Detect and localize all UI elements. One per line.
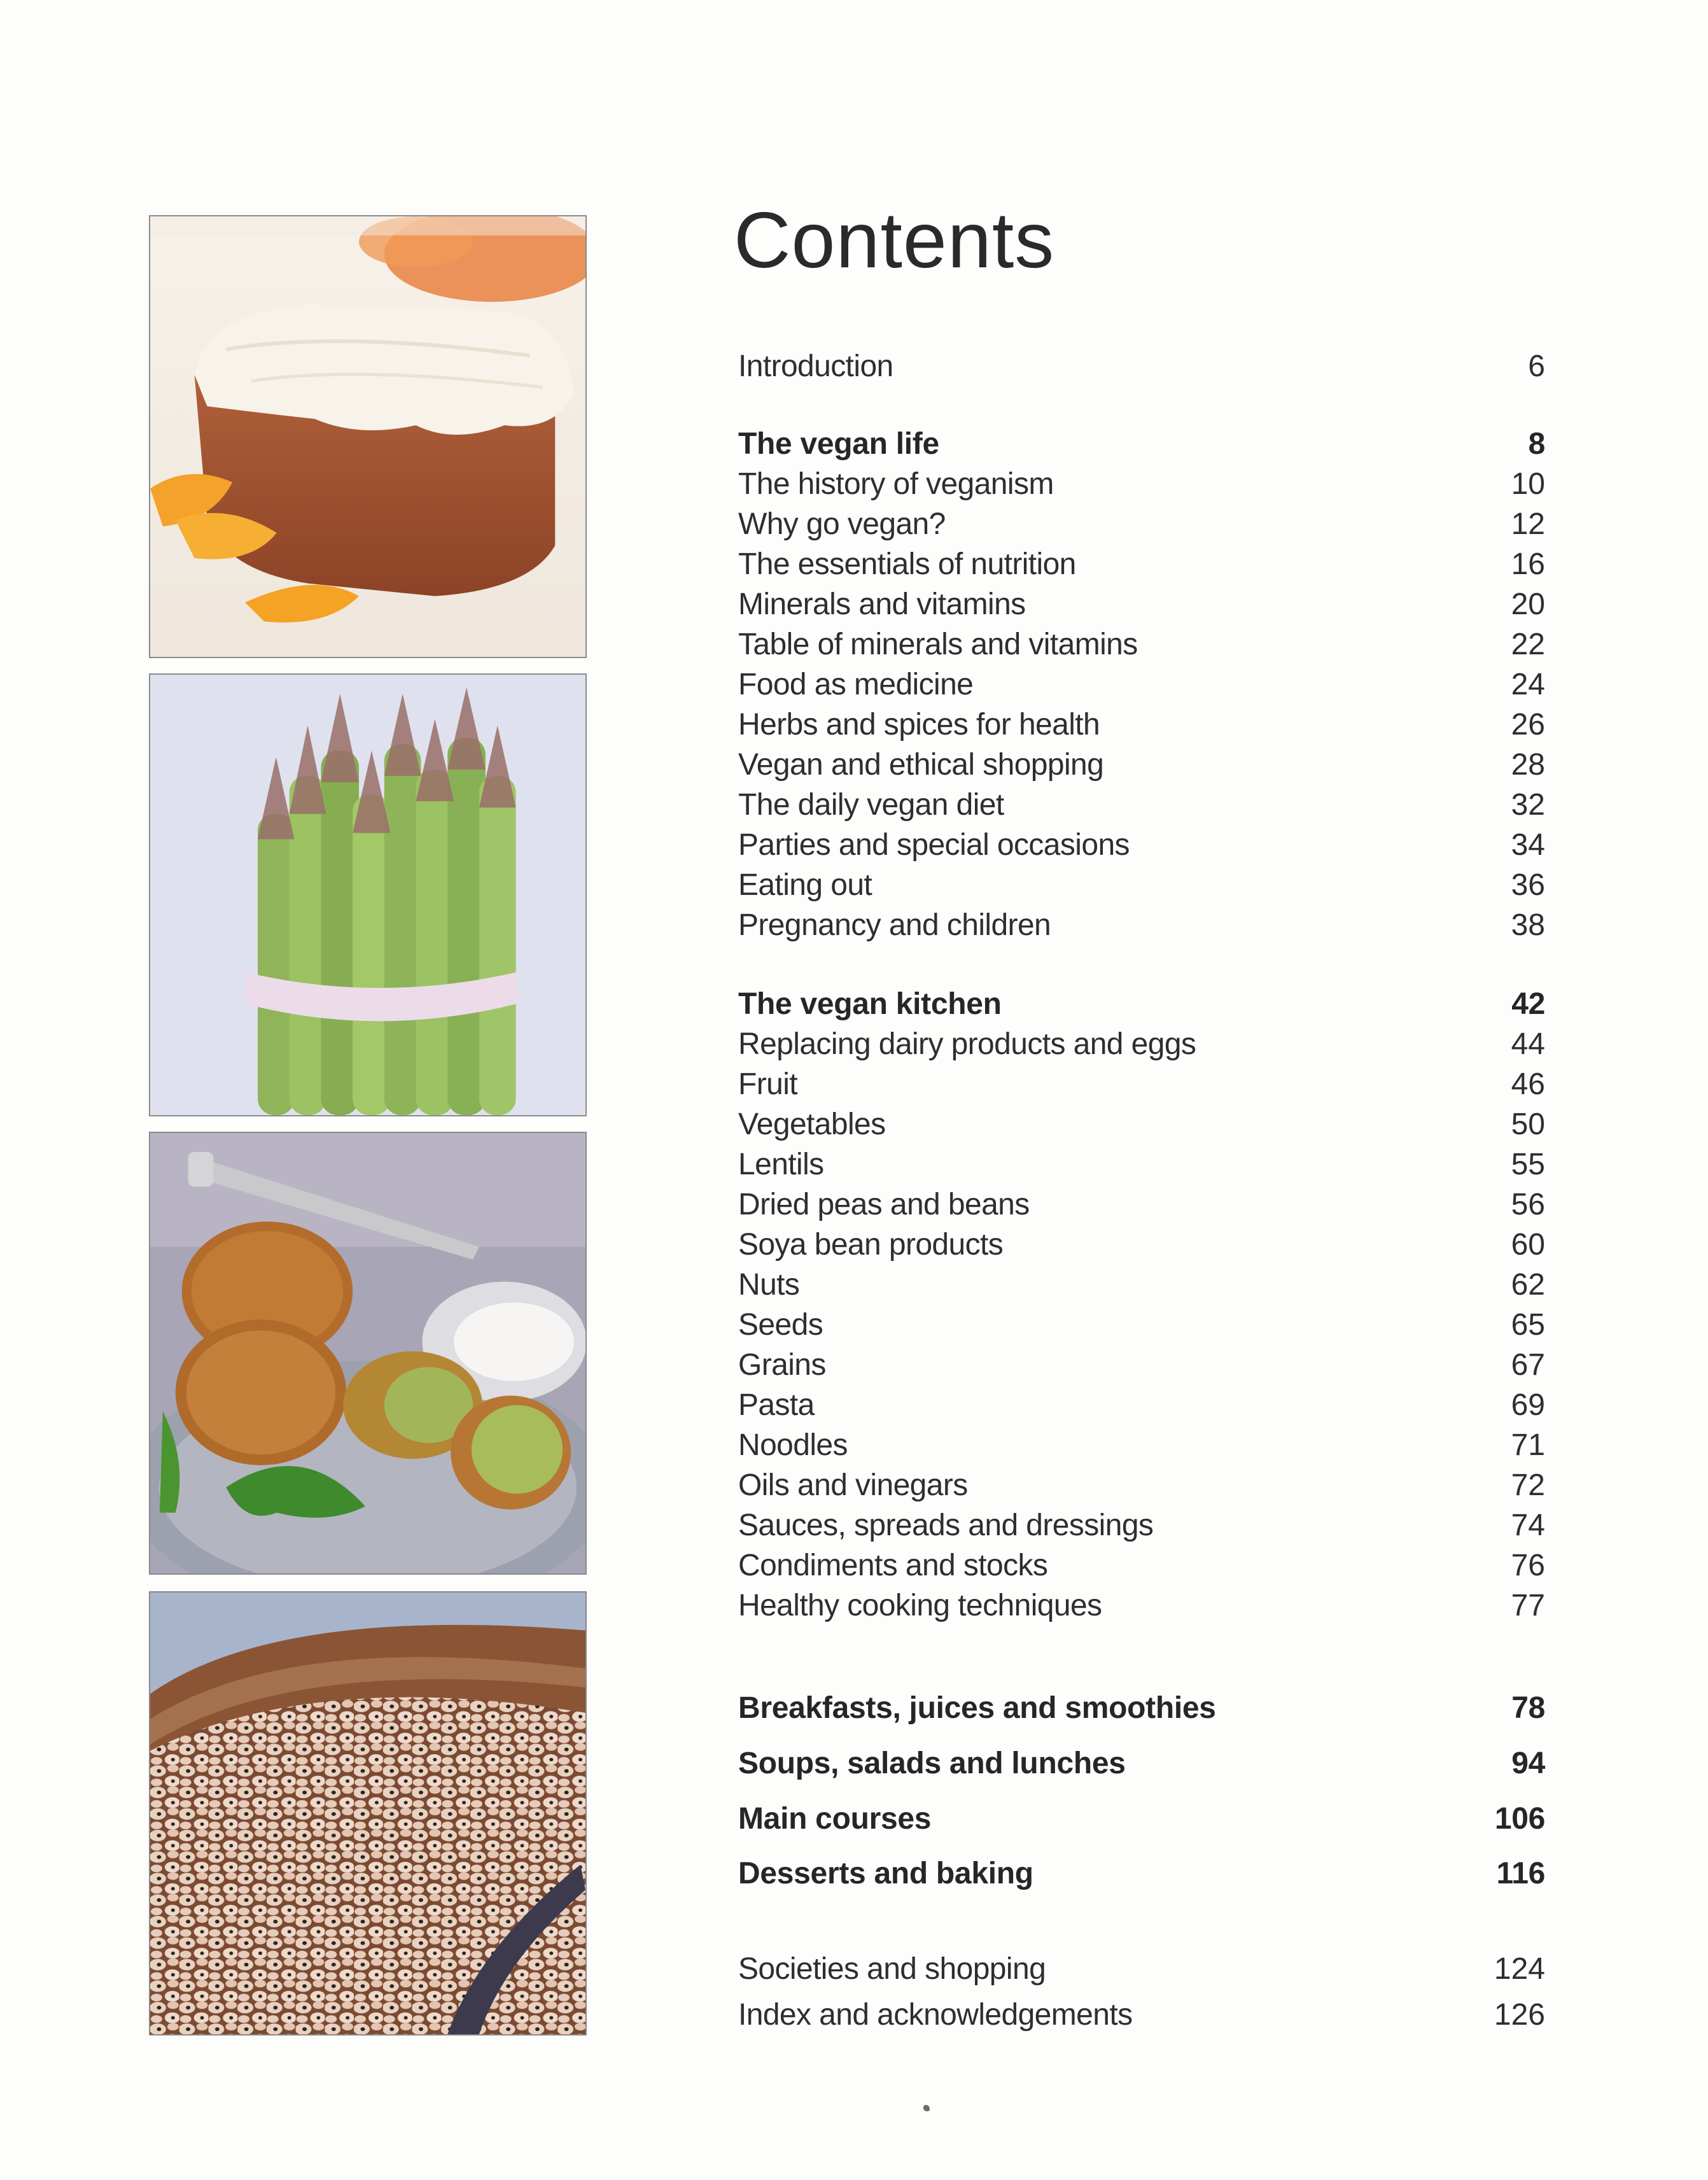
toc-page-number: 78 [1511,1691,1545,1725]
page-title: Contents [734,197,1055,285]
toc-entry-title: Dried peas and beans [738,1188,1030,1221]
toc-page-number: 67 [1511,1348,1545,1382]
toc-entry-title: The vegan life [738,427,939,461]
toc-entry-title: Table of minerals and vitamins [738,628,1138,661]
toc-entry[interactable] [738,2000,1545,2030]
toc-page-number: 72 [1511,1468,1545,1502]
toc-page-number: 24 [1511,668,1545,701]
toc-entry-title: Desserts and baking [738,1857,1033,1890]
toc-entry-title: Index and acknowledgements [738,1998,1133,2032]
toc-entry[interactable] [738,589,1545,620]
toc-page-number: 116 [1496,1857,1545,1890]
toc-entry-title: Pregnancy and children [738,908,1051,942]
toc-page-number: 10 [1511,467,1545,501]
toc-entry[interactable] [738,830,1545,861]
toc-entry[interactable] [738,1270,1545,1300]
toc-entry[interactable] [738,1551,1545,1581]
toc-page-number: 26 [1511,708,1545,742]
toc-entry-title: Parties and special occasions [738,828,1130,862]
toc-entry-title: Noodles [738,1428,848,1462]
toc-entry-title: Herbs and spices for health [738,708,1100,742]
toc-entry-title: Why go vegan? [738,507,946,541]
toc-entry[interactable] [738,1470,1545,1501]
toc-entry[interactable] [738,1150,1545,1180]
toc-entry-title: Sauces, spreads and dressings [738,1508,1154,1542]
toc-page-number: 62 [1511,1268,1545,1302]
toc-entry[interactable] [738,509,1545,540]
toc-page-number: 34 [1511,828,1545,862]
toc-page-number: 8 [1528,427,1545,461]
toc-page-number: 44 [1511,1027,1545,1061]
toc-entry-title: Replacing dairy products and eggs [738,1027,1196,1061]
toc-entry[interactable] [738,1029,1545,1060]
toc-page-number: 77 [1511,1589,1545,1622]
toc-page-number: 38 [1511,908,1545,942]
toc-entry-title: Minerals and vitamins [738,587,1026,621]
toc-entry-title: The essentials of nutrition [738,547,1076,581]
toc-entry[interactable] [738,629,1545,660]
toc-page-number: 126 [1494,1998,1545,2032]
toc-entry-title: The history of veganism [738,467,1054,501]
toc-entry[interactable] [738,549,1545,580]
toc-page-number: 65 [1511,1308,1545,1342]
toc-entry-title: Fruit [738,1067,798,1101]
toc-page-number: 16 [1511,547,1545,581]
toc-page-number: 124 [1494,1952,1545,1986]
toc-entry-title: Healthy cooking techniques [738,1589,1102,1622]
toc-entry-title: Pasta [738,1388,815,1422]
toc-entry[interactable] [738,750,1545,780]
toc-section-heading[interactable] [738,1804,1545,1834]
toc-entry[interactable] [738,1510,1545,1541]
toc-entry[interactable] [738,1069,1545,1100]
toc-entry[interactable] [738,1350,1545,1381]
toc-section-heading[interactable] [738,429,1545,460]
toc-entry[interactable] [738,710,1545,740]
toc-page-number: 42 [1511,987,1545,1021]
toc-page-number: 20 [1511,587,1545,621]
toc-entry[interactable] [738,469,1545,500]
toc-entry[interactable] [738,1390,1545,1421]
toc-page-number: 22 [1511,628,1545,661]
toc-entry-title: Food as medicine [738,668,974,701]
toc-entry[interactable] [738,870,1545,901]
toc-page-number: 12 [1511,507,1545,541]
toc-entry-title: Eating out [738,868,872,902]
toc-page-number: 74 [1511,1508,1545,1542]
toc-entry[interactable] [738,1230,1545,1260]
toc-entry-title: Introduction [738,349,893,383]
toc-entry[interactable] [738,1109,1545,1140]
toc-section-heading[interactable] [738,1748,1545,1779]
toc-entry-title: Nuts [738,1268,800,1302]
toc-entry-title: Breakfasts, juices and smoothies [738,1691,1216,1725]
toc-entry[interactable] [738,1591,1545,1621]
toc-page-number: 94 [1511,1747,1545,1780]
toc-entry-title: Condiments and stocks [738,1549,1048,1582]
toc-entry[interactable] [738,1954,1545,1985]
toc-entry-title: Main courses [738,1802,932,1836]
toc-entry-title: The daily vegan diet [738,788,1004,822]
toc-page-number: 76 [1511,1549,1545,1582]
toc-entry-title: Societies and shopping [738,1952,1046,1986]
dust-speck [923,2105,930,2111]
toc-entry-title: Soups, salads and lunches [738,1747,1126,1780]
toc-page-number: 69 [1511,1388,1545,1422]
toc-page-number: 71 [1511,1428,1545,1462]
toc-entry[interactable] [738,1190,1545,1220]
toc-entry[interactable] [738,1430,1545,1461]
toc-entry-title: Vegan and ethical shopping [738,748,1104,782]
toc-entry-title: Oils and vinegars [738,1468,968,1502]
toc-entry-title: Soya bean products [738,1228,1004,1262]
toc-page-number: 50 [1511,1108,1545,1141]
toc-entry[interactable] [738,790,1545,820]
toc-entry[interactable] [738,910,1545,941]
toc-entry[interactable] [738,1310,1545,1340]
toc-page-number: 46 [1511,1067,1545,1101]
toc-entry-title: Vegetables [738,1108,886,1141]
toc-page-number: 32 [1511,788,1545,822]
toc-page-number: 106 [1494,1802,1545,1836]
toc-entry[interactable] [738,670,1545,700]
toc-section-heading[interactable] [738,989,1545,1020]
toc-page-number: 55 [1511,1148,1545,1181]
toc-page-number: 36 [1511,868,1545,902]
toc-entry-title: Lentils [738,1148,824,1181]
toc-page-number: 60 [1511,1228,1545,1262]
toc-entry-title: Grains [738,1348,826,1382]
toc-entry[interactable] [738,351,1545,382]
toc-section-heading[interactable] [738,1859,1545,1889]
toc-page-number: 6 [1528,349,1545,383]
toc-entry-title: The vegan kitchen [738,987,1002,1021]
toc-section-heading[interactable] [738,1693,1545,1724]
toc-page-number: 28 [1511,748,1545,782]
toc-page-number: 56 [1511,1188,1545,1221]
toc-entry-title: Seeds [738,1308,823,1342]
